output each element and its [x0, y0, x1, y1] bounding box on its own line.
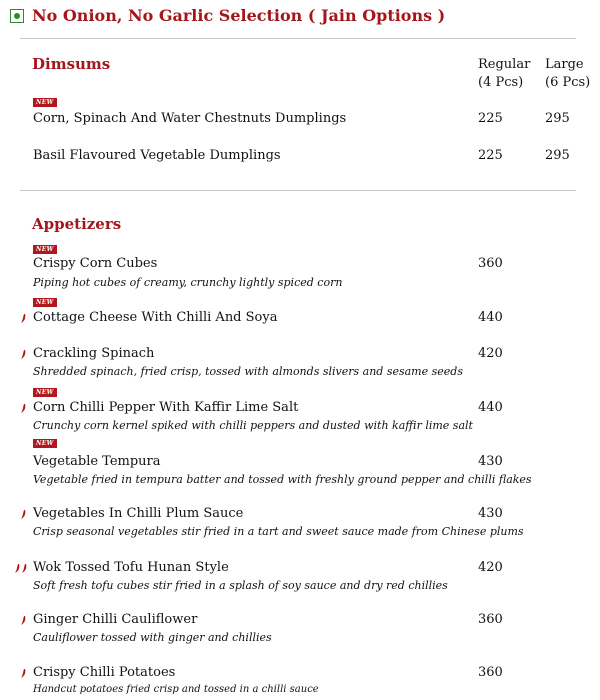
dimsum-item-price-large: 295: [545, 148, 570, 163]
new-badge: NEW: [33, 298, 57, 307]
section-title-appetizers: Appetizers: [32, 215, 122, 233]
appetizer-item-price: 360: [478, 612, 503, 627]
column-header-large-sub: (6 Pcs): [545, 75, 591, 90]
appetizer-item-desc: Handcut potatoes fried crisp and tossed in a chilli sauce: [33, 684, 319, 695]
dimsum-item-price-large: 295: [545, 111, 570, 126]
divider: [20, 38, 576, 39]
appetizer-item-name: Cottage Cheese With Chilli And Soya: [33, 310, 278, 325]
chilli-icon: [14, 563, 21, 574]
appetizer-item-desc: Cauliflower tossed with ginger and chillies: [33, 631, 272, 644]
column-header-large: [545, 56, 590, 92]
appetizer-item-desc: Vegetable fried in tempura batter and tossed with freshly ground pepper and chilli flakes: [33, 473, 532, 486]
divider: [20, 190, 576, 191]
dimsum-item-price-regular: 225: [478, 111, 503, 126]
column-header-regular-label: Regular: [478, 57, 531, 72]
appetizer-item-price: 360: [478, 665, 503, 680]
appetizer-item-name: Crackling Spinach: [33, 346, 155, 361]
appetizer-item-desc: Soft fresh tofu cubes stir fried in a splash of soy sauce and dry red chillies: [33, 579, 448, 592]
appetizer-item-price: 430: [478, 506, 503, 521]
appetizer-item-desc: Crisp seasonal vegetables stir fried in a tart and sweet sauce made from Chinese plums: [33, 525, 524, 538]
chilli-icon: [20, 403, 27, 414]
appetizer-item-name: Ginger Chilli Cauliflower: [33, 612, 198, 627]
appetizer-item-price: 360: [478, 256, 503, 271]
column-header-large-label: Large: [545, 57, 584, 72]
appetizer-item-price: 440: [478, 310, 503, 325]
appetizer-item-name: Vegetable Tempura: [33, 454, 161, 469]
appetizer-item-name: Vegetables In Chilli Plum Sauce: [33, 506, 244, 521]
appetizer-item-name: Crispy Chilli Potatoes: [33, 665, 176, 680]
page-title: No Onion, No Garlic Selection ( Jain Options ): [32, 6, 446, 25]
new-badge: NEW: [33, 439, 57, 448]
appetizer-item-desc: Crunchy corn kernel spiked with chilli peppers and dusted with kaffir lime salt: [33, 419, 473, 432]
section-title-dimsums: Dimsums: [32, 55, 111, 73]
chilli-icon: [20, 615, 27, 626]
appetizer-item-name: Crispy Corn Cubes: [33, 256, 158, 271]
chilli-icon: [20, 313, 27, 324]
dimsum-item-price-regular: 225: [478, 148, 503, 163]
new-badge: NEW: [33, 98, 57, 107]
appetizer-item-price: 420: [478, 560, 503, 575]
column-header-regular: [478, 56, 530, 92]
veg-symbol-icon: [10, 9, 24, 23]
new-badge: NEW: [33, 388, 57, 397]
new-badge: NEW: [33, 245, 57, 254]
column-header-regular-sub: (4 Pcs): [478, 75, 524, 90]
chilli-icon: [20, 349, 27, 360]
chilli-icon: [20, 668, 27, 679]
appetizer-item-price: 430: [478, 454, 503, 469]
menu-header: [10, 6, 445, 25]
dimsum-item-name: Corn, Spinach And Water Chestnuts Dumplings: [33, 111, 347, 126]
dimsum-item-name: Basil Flavoured Vegetable Dumplings: [33, 148, 281, 163]
appetizer-item-desc: Shredded spinach, fried crisp, tossed with almonds slivers and sesame seeds: [33, 365, 463, 378]
chilli-icon: [20, 509, 27, 520]
appetizer-item-name: Corn Chilli Pepper With Kaffir Lime Salt: [33, 400, 299, 415]
appetizer-item-price: 440: [478, 400, 503, 415]
appetizer-item-desc: Piping hot cubes of creamy, crunchy lightly spiced corn: [33, 276, 343, 289]
appetizer-item-price: 420: [478, 346, 503, 361]
chilli-icon: [21, 563, 28, 574]
appetizer-item-name: Wok Tossed Tofu Hunan Style: [33, 560, 229, 575]
